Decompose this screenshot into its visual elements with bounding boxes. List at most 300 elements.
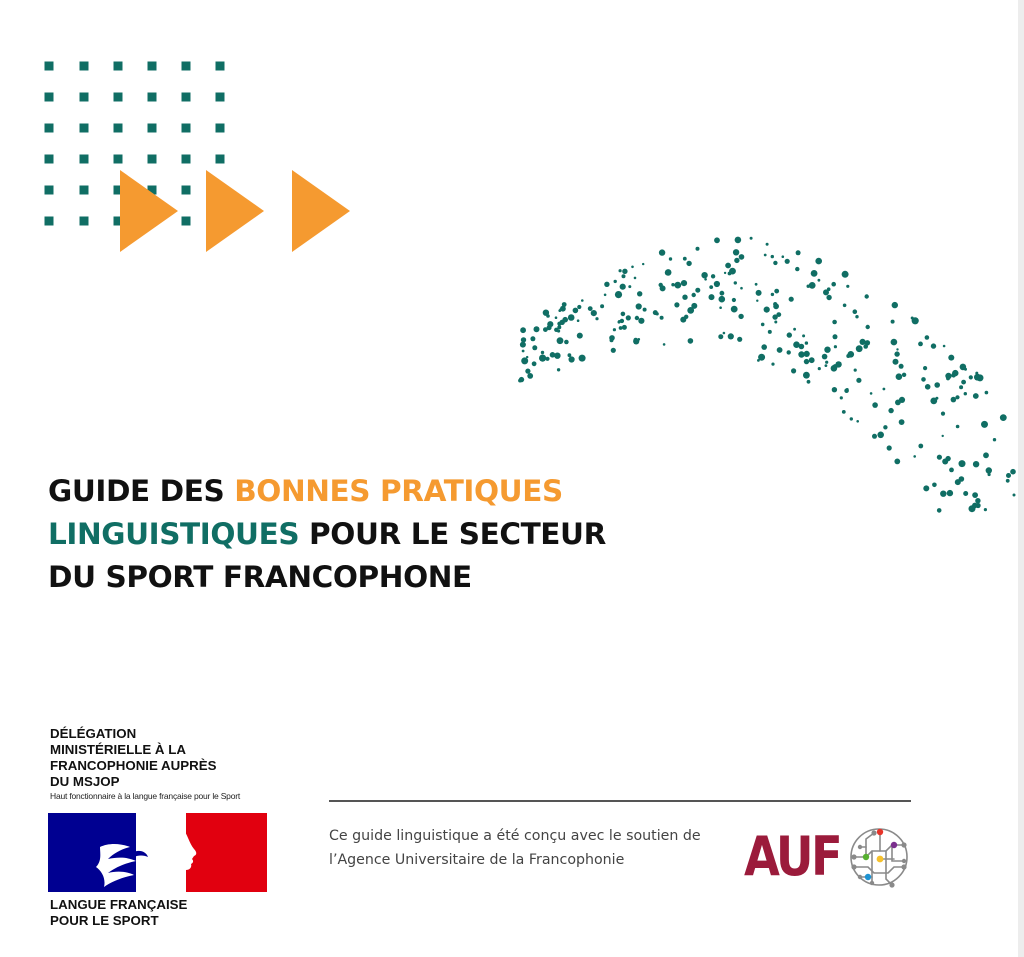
cloud-dot [619, 326, 623, 330]
cloud-dot [827, 287, 831, 291]
cloud-dot [615, 291, 622, 298]
cloud-dot [620, 319, 624, 323]
cloud-dot [621, 312, 626, 317]
grid-dot [182, 93, 191, 102]
cloud-dot [669, 257, 672, 260]
cloud-dot [942, 459, 948, 465]
cloud-dot [557, 337, 564, 344]
cloud-dot [569, 356, 575, 362]
title-highlight-orange: BONNES PRATIQUES [234, 474, 563, 508]
grid-dot [45, 62, 54, 71]
cloud-dot [619, 269, 622, 272]
cloud-dot [943, 345, 946, 348]
cloud-dot [761, 323, 765, 327]
cloud-dot [798, 351, 804, 357]
cloud-dot [739, 254, 745, 260]
cloud-dot [665, 270, 670, 275]
cloud-dot [613, 328, 616, 331]
cloud-dot [809, 357, 815, 363]
cloud-dot [768, 330, 772, 334]
cloud-dot [844, 388, 849, 393]
cloud-dot [719, 306, 722, 309]
cloud-dot [787, 332, 792, 337]
cloud-dot [899, 364, 904, 369]
cloud-dot [695, 288, 700, 293]
cloud-dot [832, 387, 837, 392]
cloud-dot [1000, 414, 1007, 421]
cloud-dot [923, 485, 929, 491]
cloud-dot [686, 261, 691, 266]
title-line-2 [48, 513, 606, 556]
cloud-dot [860, 339, 866, 345]
cloud-dot [588, 306, 593, 311]
cloud-dot [772, 314, 777, 319]
cloud-dot [577, 305, 581, 309]
title-line-3: DU SPORT FRANCOPHONE [48, 560, 472, 594]
cloud-dot [807, 285, 810, 288]
cloud-dot [532, 345, 537, 350]
cloud-dot [902, 373, 906, 377]
title-line-1 [48, 470, 606, 513]
cloud-dot [718, 334, 723, 339]
program-name: LANGUE FRANÇAISE POUR LE SPORT [50, 897, 188, 928]
cloud-dot [568, 314, 575, 321]
cloud-dot [701, 272, 707, 278]
cloud-dot [704, 278, 707, 281]
cloud-dot [534, 326, 540, 332]
divider-line [329, 800, 911, 802]
title-line-1-prefix: GUIDE DES [48, 474, 235, 508]
cloud-dot [891, 339, 898, 346]
grid-dot [80, 124, 89, 133]
cloud-dot [815, 258, 822, 265]
grid-dot [182, 217, 191, 226]
cloud-dot [523, 338, 526, 341]
cloud-dot [831, 282, 836, 287]
grid-dot [45, 186, 54, 195]
grid-dot [80, 62, 89, 71]
cloud-dot [964, 392, 967, 395]
guide-title [48, 470, 606, 599]
cloud-dot [777, 347, 783, 353]
cloud-dot [543, 310, 549, 316]
grid-dot [216, 93, 225, 102]
cloud-dot [620, 284, 626, 290]
cloud-dot [733, 249, 739, 255]
cloud-dot [1006, 473, 1011, 478]
grid-dot [148, 62, 157, 71]
cloud-dot [591, 310, 597, 316]
cloud-dot [932, 483, 937, 488]
cloud-dot [528, 374, 532, 378]
cloud-dot [824, 347, 830, 353]
cloud-dot [734, 258, 739, 263]
grid-dot [216, 124, 225, 133]
cloud-dot [972, 503, 978, 509]
cloud-dot [826, 295, 831, 300]
cloud-dot [985, 391, 989, 395]
cloud-dot [842, 271, 849, 278]
cloud-dot [737, 337, 742, 342]
grid-dot [216, 155, 225, 164]
cloud-dot [872, 434, 877, 439]
cloud-dot [724, 272, 726, 274]
cloud-dot [611, 348, 616, 353]
cloud-dot [525, 369, 530, 374]
grid-dot [114, 62, 123, 71]
cloud-dot [802, 334, 805, 337]
cloud-dot [656, 312, 659, 315]
cloud-dot [789, 297, 794, 302]
cloud-dot [766, 243, 769, 246]
cloud-dot [635, 316, 639, 320]
title-line-2-suffix: POUR LE SECTEUR [299, 517, 606, 551]
cloud-dot [675, 283, 677, 285]
cloud-dot [896, 373, 903, 380]
cloud-dot [818, 367, 821, 370]
cloud-dot [872, 402, 878, 408]
cloud-dot [848, 351, 855, 358]
cloud-dot [691, 303, 697, 309]
cloud-dot [834, 345, 837, 348]
cloud-dot [547, 321, 553, 327]
cloud-dot [643, 308, 647, 312]
cloud-dot [795, 267, 799, 271]
cloud-dot [975, 498, 980, 503]
cloud-dot [628, 285, 631, 288]
cloud-dot [550, 352, 556, 358]
cloud-dot [963, 491, 968, 496]
cloud-dot [796, 250, 801, 255]
cloud-dot [709, 285, 713, 289]
cloud-dot [756, 290, 762, 296]
play-triangle [206, 170, 264, 252]
cloud-dot [940, 491, 946, 497]
cloud-dot [764, 254, 767, 257]
cloud-dot [562, 317, 568, 323]
cloud-dot [659, 249, 665, 255]
grid-dot [114, 124, 123, 133]
cloud-dot [683, 257, 687, 261]
cloud-dot [731, 306, 738, 313]
cloud-dot [519, 377, 524, 382]
cloud-dot [887, 445, 892, 450]
marianne-profile-icon [48, 813, 267, 892]
cloud-dot [732, 298, 736, 302]
grid-dot [182, 62, 191, 71]
cloud-dot [674, 302, 679, 307]
cloud-dot [610, 338, 614, 342]
cloud-dot [892, 302, 898, 308]
grid-dot [148, 124, 157, 133]
page-edge [1018, 0, 1024, 957]
cloud-dot [818, 279, 821, 282]
cloud-dot [557, 368, 560, 371]
cloud-dot [564, 340, 569, 345]
cloud-dot [854, 369, 857, 372]
cloud-dot [604, 294, 607, 297]
cloud-dot [684, 315, 688, 319]
cloud-dot [520, 327, 526, 333]
grid-dot [182, 186, 191, 195]
grid-dot [80, 186, 89, 195]
cloud-dot [835, 361, 841, 367]
cloud-dot [923, 366, 927, 370]
grid-dot [114, 93, 123, 102]
cloud-dot [555, 316, 558, 319]
cloud-dot [638, 338, 641, 341]
cloud-dot [959, 385, 963, 389]
cloud-dot [843, 304, 847, 308]
cloud-dot [986, 467, 992, 473]
cloud-dot [925, 335, 930, 340]
cloud-dot [964, 368, 967, 371]
cloud-dot [711, 274, 715, 278]
cloud-dot [949, 468, 954, 473]
delegation-block [50, 726, 280, 802]
cloud-dot [911, 317, 914, 320]
cloud-dot [846, 285, 849, 288]
auf-logo [744, 822, 914, 892]
cloud-dot [855, 315, 858, 318]
delegation-name: DÉLÉGATION MINISTÉRIELLE À LA FRANCOPHONIE AUPRÈS DU MSJOP [50, 726, 217, 789]
cloud-dot [866, 325, 870, 329]
cloud-dot [771, 363, 774, 366]
cloud-dot [947, 490, 953, 496]
cloud-dot [674, 282, 681, 289]
cloud-dot [771, 293, 774, 296]
cloud-dot [554, 353, 560, 359]
cloud-dot [942, 435, 944, 437]
grid-dot [114, 155, 123, 164]
cloud-dot [842, 410, 846, 414]
cloud-dot [934, 382, 940, 388]
grid-dot [182, 155, 191, 164]
cloud-dot [526, 356, 528, 358]
cloud-dot [660, 285, 666, 291]
cloud-dot [865, 294, 869, 298]
cloud-dot [532, 361, 537, 366]
cloud-dot [959, 460, 966, 467]
cloud-dot [735, 237, 742, 244]
cloud-dot [893, 359, 899, 365]
cloud-dot [918, 444, 923, 449]
cloud-dot [756, 300, 758, 302]
cloud-dot [622, 274, 626, 278]
auf-network-icon [846, 824, 912, 890]
cloud-dot [581, 299, 584, 302]
cloud-dot [595, 317, 598, 320]
cloud-dot [1010, 469, 1016, 475]
cloud-dot [883, 425, 887, 429]
cloud-dot [804, 359, 809, 364]
cloud-dot [956, 425, 960, 429]
cloud-dot [682, 295, 687, 300]
cloud-dot [1006, 479, 1010, 483]
grid-dot [148, 93, 157, 102]
cloud-dot [863, 344, 868, 349]
cloud-dot [557, 322, 561, 326]
cloud-dot [681, 280, 687, 286]
grid-dot [80, 93, 89, 102]
cloud-dot [899, 397, 905, 403]
cloud-dot [877, 432, 884, 439]
cloud-dot [975, 372, 978, 375]
cloud-dot [805, 341, 808, 344]
cloud-dot [719, 296, 726, 303]
cloud-dot [941, 412, 945, 416]
cloud-dot [521, 357, 528, 364]
cloud-dot [793, 328, 796, 331]
cloud-dot [663, 343, 666, 346]
play-arrow-triangles [120, 170, 350, 252]
cloud-dot [894, 351, 899, 356]
cloud-dot [983, 452, 989, 458]
cloud-dot [604, 282, 609, 287]
cloud-dot [1013, 494, 1016, 497]
cloud-dot [899, 419, 905, 425]
cloud-dot [809, 282, 816, 289]
cloud-dot [891, 320, 895, 324]
cloud-dot [948, 355, 954, 361]
cloud-dot [626, 315, 631, 320]
cloud-dot [811, 270, 818, 277]
cloud-dot [856, 345, 863, 352]
grid-dot [216, 62, 225, 71]
cloud-dot [935, 397, 938, 400]
cloud-dot [946, 377, 950, 381]
grid-dot [45, 93, 54, 102]
cloud-dot [883, 388, 886, 391]
cloud-dot [856, 420, 859, 423]
cloud-dot [850, 417, 853, 420]
cloud-dot [937, 455, 942, 460]
cloud-dot [931, 343, 936, 348]
cloud-dot [807, 380, 811, 384]
cloud-dot [785, 259, 790, 264]
cloud-dot [981, 421, 988, 428]
cloud-dot [622, 325, 627, 330]
cloud-dot [896, 348, 898, 350]
cloud-dot [543, 327, 548, 332]
cloud-dot [614, 280, 617, 283]
cloud-dot [870, 392, 873, 395]
cloud-dot [696, 247, 700, 251]
cloud-dot [925, 384, 931, 390]
cloud-dot [799, 344, 805, 350]
cloud-dot [688, 338, 694, 344]
cloud-dot [577, 333, 583, 339]
cloud-dot [714, 281, 720, 287]
cloud-dot [728, 333, 734, 339]
cloud-dot [709, 294, 715, 300]
cloud-dot [773, 302, 777, 306]
cloud-dot [782, 255, 785, 258]
cloud-dot [740, 287, 743, 290]
cloud-dot [771, 255, 774, 258]
cloud-dot [545, 357, 549, 361]
cloud-dot [825, 364, 828, 367]
cloud-dot [725, 263, 731, 269]
cloud-dot [961, 380, 966, 385]
cloud-dot [764, 307, 770, 313]
cloud-dot [530, 336, 535, 341]
cloud-dot [951, 373, 956, 378]
cloud-dot [568, 353, 572, 357]
cloud-dot [853, 309, 858, 314]
delegation-subtitle: Haut fonctionnaire à la langue française pour le Sport [50, 791, 241, 801]
cloud-dot [833, 334, 838, 339]
cloud-dot [758, 354, 765, 361]
cloud-dot [638, 318, 644, 324]
play-triangle [292, 170, 350, 252]
cloud-dot [761, 344, 767, 350]
grid-dot [148, 155, 157, 164]
cloud-dot [522, 350, 525, 353]
grid-dot [45, 124, 54, 133]
cloud-dot [728, 272, 732, 276]
cloud-dot [959, 476, 965, 482]
auf-logo-text: AUF [744, 825, 841, 888]
cloud-dot [622, 269, 627, 274]
cloud-dot [973, 393, 979, 399]
cloud-dot [634, 277, 637, 280]
cloud-dot [937, 508, 942, 513]
cloud-dot [642, 263, 644, 265]
cloud-dot [984, 508, 987, 511]
cloud-dot [840, 396, 843, 399]
cloud-dot [773, 261, 777, 265]
cloud-dot [921, 377, 926, 382]
cloud-dot [787, 350, 791, 354]
title-highlight-teal: LINGUISTIQUES [48, 517, 300, 551]
cloud-dot [972, 492, 978, 498]
cloud-dot [918, 342, 923, 347]
cloud-dot [600, 304, 604, 308]
grid-dot [182, 124, 191, 133]
grid-dot [45, 217, 54, 226]
cloud-dot [714, 237, 720, 243]
play-triangle [120, 170, 178, 252]
cloud-dot [734, 281, 737, 284]
cloud-dot [723, 332, 726, 335]
cloud-dot [539, 355, 546, 362]
cloud-dot [738, 314, 743, 319]
cloud-dot [888, 408, 893, 413]
cloud-dot [856, 378, 861, 383]
cloud-dot [541, 351, 544, 354]
marianne-logo [48, 813, 267, 892]
cloud-dot [774, 289, 779, 294]
cloud-dot [822, 354, 828, 360]
cloud-dot [559, 308, 562, 311]
cloud-dot [973, 461, 979, 467]
grid-dot [45, 155, 54, 164]
cloud-dot [774, 321, 777, 324]
cloud-dot [993, 438, 996, 441]
cloud-dot [832, 320, 837, 325]
cloud-dot [554, 328, 558, 332]
cloud-dot [791, 368, 796, 373]
cloud-dot [951, 397, 957, 403]
cloud-dot [631, 266, 634, 269]
cloud-dot [577, 319, 580, 322]
support-statement: Ce guide linguistique a été conçu avec le soutien de l’Agence Universitaire de la Francophonie [329, 828, 701, 868]
cloud-dot [720, 291, 725, 296]
cloud-dot [750, 237, 753, 240]
cloud-dot [637, 291, 642, 296]
cloud-dot [692, 293, 696, 297]
